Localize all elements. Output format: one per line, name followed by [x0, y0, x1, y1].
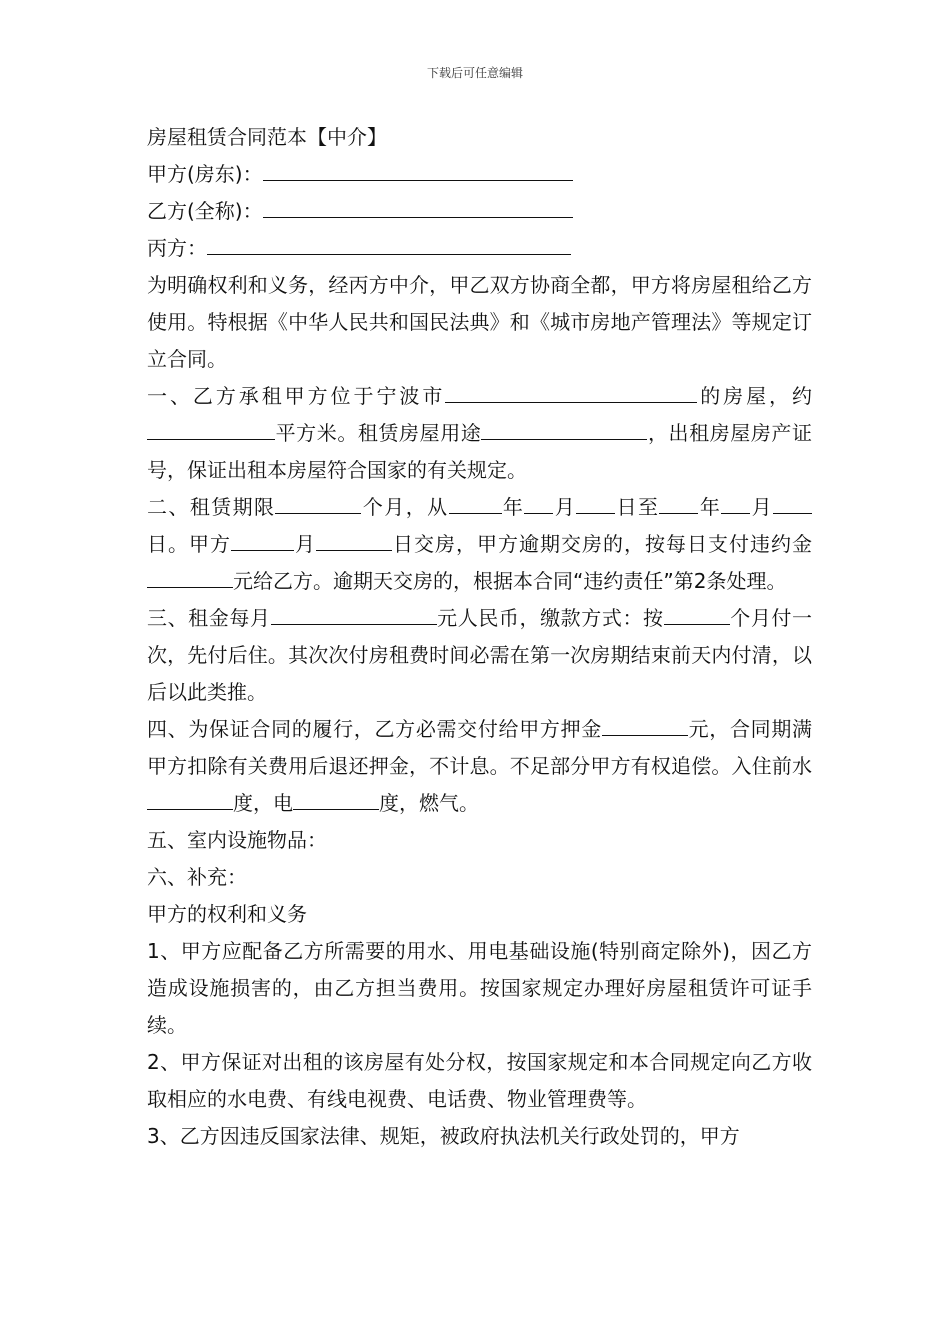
handover-day-blank — [316, 528, 392, 551]
party-b-blank — [263, 195, 573, 218]
clause-2: 二、租赁期限 个月，从 年 月 日至 年 月日。甲方 月 日交房，甲方逾期交房的，按每日支付违约金元给乙方。逾期天交房的，根据本合同“违约责任”第2条处理。 — [147, 489, 812, 600]
usage-blank — [481, 417, 647, 440]
list-item: 3、乙方因违反国家法律、规矩，被政府执法机关行政处罚的，甲方 — [147, 1124, 740, 1148]
clause-4: 四、为保证合同的履行，乙方必需交付给甲方押金 元，合同期满甲方扣除有关费用后退还押金，不计息。不足部分甲方有权追偿。入住前水度，电 度，燃气。 — [147, 711, 812, 822]
end-day-blank — [773, 491, 812, 514]
page-header: 下载后可任意编辑 — [426, 66, 523, 80]
contract-body — [147, 119, 812, 1155]
clause-5: 五、室内设施物品： — [147, 828, 327, 852]
deposit-blank — [602, 713, 688, 736]
document-title: 房屋租赁合同范本【中介】 — [147, 125, 387, 149]
area-blank — [147, 417, 275, 440]
start-year-blank — [449, 491, 502, 514]
monthly-rent-blank — [271, 602, 437, 625]
water-reading-blank — [147, 787, 233, 810]
section-heading: 甲方的权利和义务 — [147, 902, 307, 926]
term-months-blank — [275, 491, 361, 514]
electric-reading-blank — [293, 787, 379, 810]
list-item: 2、甲方保证对出租的该房屋有处分权，按国家规定和本合同规定向乙方收取相应的水电费、有线电视费、电话费、物业管理费等。 — [147, 1050, 812, 1111]
payment-period-blank — [664, 602, 730, 625]
party-a-line: 甲方(房东)： — [147, 156, 812, 193]
start-month-blank — [524, 491, 553, 514]
end-year-blank — [659, 491, 698, 514]
party-c-blank — [207, 232, 571, 255]
address-blank — [445, 380, 697, 403]
party-b-line: 乙方(全称)： — [147, 193, 812, 230]
list-item: 1、甲方应配备乙方所需要的用水、用电基础设施(特别商定除外)，因乙方造成设施损害的，由乙方担当费用。按国家规定办理好房屋租赁许可证手续。 — [147, 939, 812, 1037]
intro-paragraph: 为明确权利和义务，经丙方中介，甲乙双方协商全都，甲方将房屋租给乙方使用。特根据《中华人民共和国民法典》和《城市房地产管理法》等规定订立合同。 — [147, 273, 812, 371]
party-c-line: 丙方： — [147, 230, 812, 267]
clause-6: 六、补充： — [147, 865, 247, 889]
start-day-blank — [576, 491, 615, 514]
handover-month-blank — [231, 528, 294, 551]
clause-1: 一、乙方承租甲方位于宁波市 的房屋，约平方米。租赁房屋用途 ，出租房屋房产证号，保证出租本房屋符合国家的有关规定。 — [147, 378, 812, 489]
end-month-blank — [721, 491, 750, 514]
clause-3: 三、租金每月 元人民币，缴款方式：按 个月付一次，先付后住。其次次付房租费时间必需在第一次房期结束前天内付清，以后以此类推。 — [147, 600, 812, 711]
party-a-blank — [263, 158, 573, 181]
penalty-blank — [147, 565, 233, 588]
